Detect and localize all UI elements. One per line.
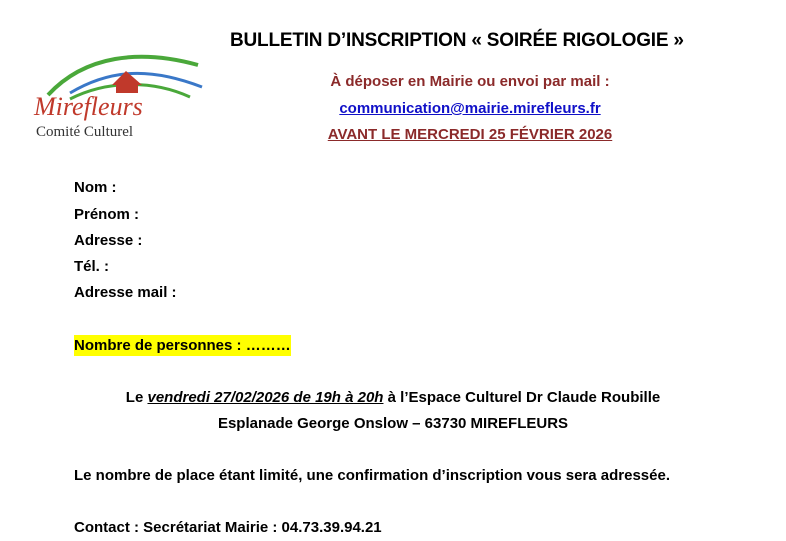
- event-address: Esplanade George Onslow – 63730 MIREFLEURS: [217, 415, 569, 432]
- field-adresse: Adresse :: [74, 232, 143, 249]
- deadline-text: AVANT LE MERCREDI 25 FÉVRIER 2026: [327, 126, 613, 143]
- event-line: [0, 389, 786, 406]
- event-datetime: vendredi 27/02/2026 de 19h à 20h: [147, 389, 384, 406]
- persons-field: [74, 337, 291, 354]
- notice-text: Le nombre de place étant limité, une confirmation d’inscription vous sera adressée.: [74, 467, 670, 484]
- field-nom: Nom :: [74, 179, 117, 196]
- event-prefix: Le: [125, 389, 148, 406]
- persons-label: Nombre de personnes : ………: [74, 337, 291, 354]
- email-link[interactable]: communication@mairie.mirefleurs.fr: [339, 100, 601, 117]
- field-prenom: Prénom :: [74, 206, 140, 223]
- page-title: BULLETIN D’INSCRIPTION « SOIRÉE RIGOLOGIE »: [230, 30, 684, 51]
- logo-name: Mirefleurs: [34, 92, 143, 121]
- contact-text: Contact : Secrétariat Mairie : 04.73.39.94.21: [74, 519, 382, 536]
- event-place: à l’Espace Culturel Dr Claude Roubille: [383, 389, 661, 406]
- logo-subtitle: Comité Culturel: [36, 124, 134, 140]
- field-tel: Tél. :: [74, 258, 110, 275]
- field-email: Adresse mail :: [74, 284, 177, 301]
- deposit-instructions: À déposer en Mairie ou envoi par mail :: [330, 73, 610, 90]
